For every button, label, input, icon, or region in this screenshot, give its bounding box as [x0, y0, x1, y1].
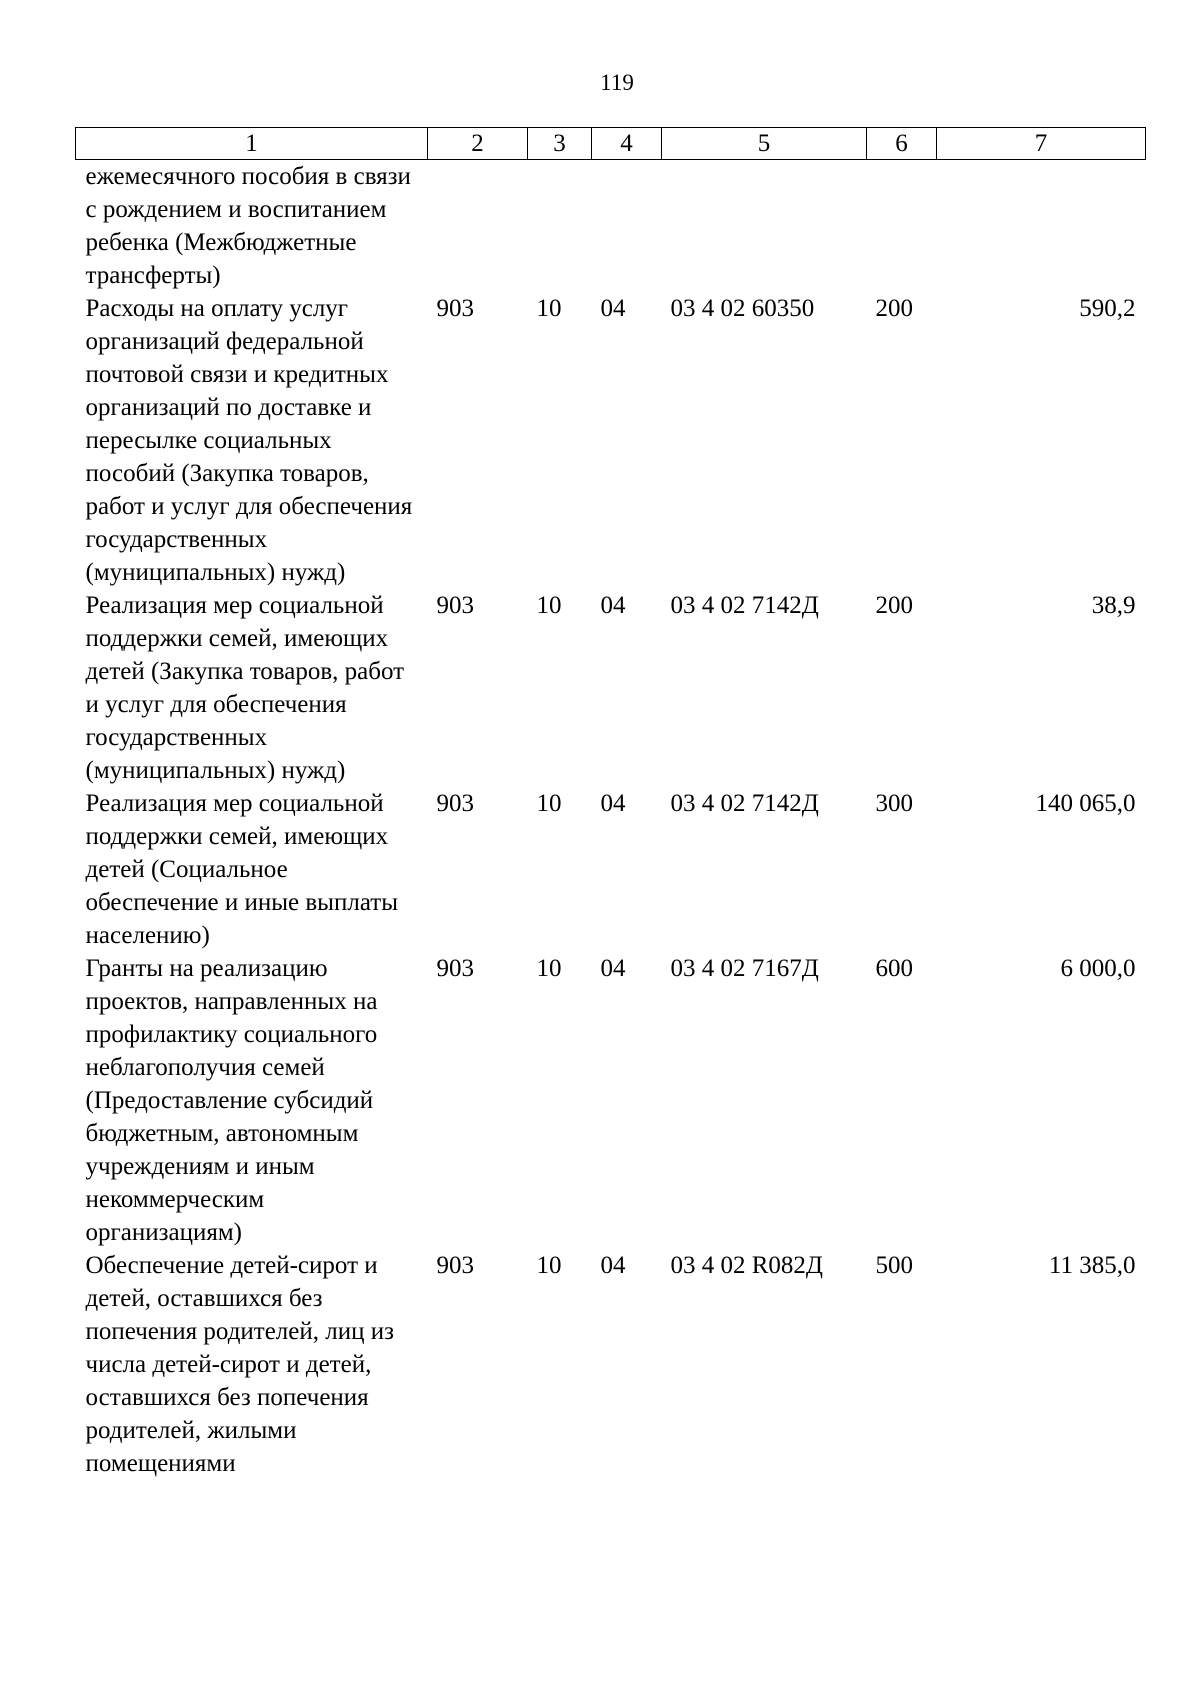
row-amount: 140 065,0	[1035, 790, 1136, 817]
table-row	[76, 952, 1146, 1249]
row-subsection: 04	[600, 295, 626, 322]
table-header-row	[76, 128, 1146, 160]
row-name: Реализация мер социальной поддержки семей, имеющих детей (Социальное обеспечение и иные выплаты населению)	[85, 790, 398, 949]
row-amount: 6 000,0	[1060, 955, 1136, 982]
row-target-article: 03 4 02 60350	[670, 295, 815, 322]
column-header-4: 4	[592, 128, 662, 160]
row-subsection: 04	[600, 592, 626, 619]
row-target-article: 03 4 02 R082Д	[670, 1252, 823, 1279]
column-header-7: 7	[937, 128, 1146, 160]
row-admin-code: 903	[436, 790, 474, 817]
row-expense-type: 600	[875, 955, 913, 982]
table-row	[76, 787, 1146, 952]
row-target-article: 03 4 02 7142Д	[670, 790, 819, 817]
row-amount: 590,2	[1079, 295, 1136, 322]
table-row	[76, 292, 1146, 589]
row-subsection: 04	[600, 1252, 626, 1279]
row-admin-code: 903	[436, 955, 474, 982]
row-name: Расходы на оплату услуг организаций федеральной почтовой связи и кредитных организаций по доставке и пересылке социальных пособий (Закупка товаров, работ и услуг для обеспечения государственных (муниципальных) нужд)	[85, 295, 413, 586]
row-section: 10	[536, 295, 562, 322]
row-subsection: 04	[600, 790, 626, 817]
budget-table	[75, 127, 1146, 1480]
table-row-continuation	[76, 160, 1146, 293]
row-admin-code: 903	[436, 295, 474, 322]
row-section: 10	[536, 790, 562, 817]
row-name: Гранты на реализацию проектов, направленных на профилактику социального неблагополучия семей (Предоставление субсидий бюджетным, автономным учреждениям и иным некоммерческим организациям)	[85, 955, 378, 1246]
row-section: 10	[536, 592, 562, 619]
row-amount: 38,9	[1091, 592, 1136, 619]
row-name: Реализация мер социальной поддержки семей, имеющих детей (Закупка товаров, работ и услуг для обеспечения государственных (муниципальных) нужд)	[85, 592, 405, 784]
row-name: ежемесячного пособия в связи с рождением и воспитанием ребенка (Межбюджетные трансферты)	[85, 163, 411, 289]
page-number: 119	[600, 70, 634, 95]
row-expense-type: 300	[875, 790, 913, 817]
row-name: Обеспечение детей-сирот и детей, оставшихся без попечения родителей, лиц из числа детей-сирот и детей, оставшихся без попечения родителей, жилыми помещениями	[85, 1252, 394, 1477]
row-subsection: 04	[600, 955, 626, 982]
row-target-article: 03 4 02 7167Д	[670, 955, 819, 982]
row-expense-type: 500	[875, 1252, 913, 1279]
table-row	[76, 1249, 1146, 1480]
row-amount: 11 385,0	[1048, 1252, 1136, 1279]
row-expense-type: 200	[875, 592, 913, 619]
column-header-2: 2	[428, 128, 528, 160]
column-header-5: 5	[662, 128, 867, 160]
column-header-1: 1	[76, 128, 428, 160]
table-row	[76, 589, 1146, 787]
row-section: 10	[536, 1252, 562, 1279]
column-header-6: 6	[867, 128, 937, 160]
row-admin-code: 903	[436, 1252, 474, 1279]
row-target-article: 03 4 02 7142Д	[670, 592, 819, 619]
row-admin-code: 903	[436, 592, 474, 619]
row-expense-type: 200	[875, 295, 913, 322]
column-header-3: 3	[528, 128, 592, 160]
row-section: 10	[536, 955, 562, 982]
